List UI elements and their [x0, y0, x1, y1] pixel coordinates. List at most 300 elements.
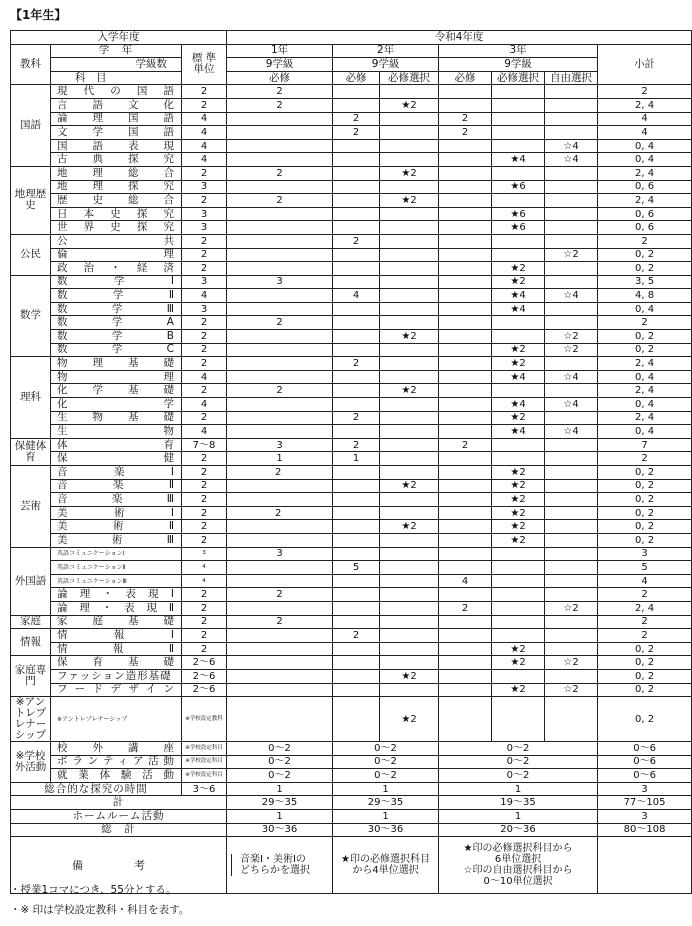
g3-hisshu-sentaku-cell [492, 615, 545, 629]
table-row [11, 452, 692, 466]
g3-hisshu-sentaku-cell [492, 547, 545, 561]
g2-hisshu-cell [333, 520, 380, 534]
g3-hisshu-cell: 2 [439, 438, 492, 452]
table-row [11, 98, 692, 112]
table-row [11, 166, 692, 180]
g2-hisshu-sentaku-cell: ★2 [380, 669, 439, 683]
subtotal-cell: 2 [598, 316, 692, 330]
subject-name: 日本史探究 [51, 207, 182, 221]
subtotal-cell: 0, 4 [598, 153, 692, 167]
g3-hisshu-sentaku-cell: ★4 [492, 398, 545, 412]
subject-name: 論理・表現Ⅰ [51, 588, 182, 602]
subject-name: 化学 [51, 398, 182, 412]
subject-name: 古典探究 [51, 153, 182, 167]
g3-hisshu-sentaku-cell [492, 98, 545, 112]
table-row [11, 493, 692, 507]
grade1-classes: 9学級 [227, 58, 333, 72]
subtotal-cell: 0, 4 [598, 370, 692, 384]
g2-hisshu-sentaku-cell [380, 126, 439, 140]
table-row [11, 669, 692, 683]
subject-name: 物理基礎 [51, 357, 182, 371]
subtotal-cell: 4, 8 [598, 289, 692, 303]
g2-hisshu-sentaku: 必修選択 [380, 71, 439, 85]
subtotal-cell: 2 [598, 588, 692, 602]
g2-hisshu-sentaku-cell: ★2 [380, 520, 439, 534]
g2-hisshu-cell [333, 683, 380, 697]
g2-hisshu-sentaku-cell [380, 615, 439, 629]
subtotal-cell: 7 [598, 438, 692, 452]
grade2-classes: 9学級 [333, 58, 439, 72]
subject-name: 生物基礎 [51, 411, 182, 425]
g2-hisshu-sentaku-cell [380, 466, 439, 480]
g2-hisshu-cell [333, 547, 380, 561]
std-units: 2 [182, 615, 227, 629]
g2-hisshu-sentaku-cell [380, 452, 439, 466]
subject-name: 英語コミュニケーションⅢ [51, 574, 182, 588]
g3-hisshu-cell [439, 85, 492, 99]
note-2: ・※ 印は学校設定教科・科目を表す。 [10, 904, 190, 916]
g2-hisshu-cell [333, 98, 380, 112]
subtotal-cell: 0, 2 [598, 656, 692, 670]
g3-jiyu-sentaku-cell: ☆4 [545, 370, 598, 384]
subject-name: ※アントレプレナーシップ [51, 697, 182, 742]
g2-hisshu-sentaku-cell [380, 302, 439, 316]
std-units: 2 [182, 629, 227, 643]
g2-hisshu-cell [333, 384, 380, 398]
subject-name: 美術Ⅲ [51, 533, 182, 547]
subtotal-cell: 2, 4 [598, 601, 692, 615]
g3-hisshu-cell [439, 166, 492, 180]
std-units: 3 [182, 302, 227, 316]
g3-jiyu-sentaku-cell [545, 547, 598, 561]
std-units-line1: 標 準 [191, 52, 217, 65]
g3-jiyu-sentaku-cell [545, 588, 598, 602]
g1-hisshu-cell [227, 697, 333, 742]
g3-jiyu-sentaku-cell [545, 207, 598, 221]
g3-hisshu-sentaku-cell [492, 601, 545, 615]
area-sugaku: 数学 [11, 275, 51, 357]
area-katei: 家庭 [11, 615, 51, 629]
g3-jiyu-sentaku-cell [545, 221, 598, 235]
subject-name: 言語文化 [51, 98, 182, 112]
g3-hisshu-sentaku-cell [492, 234, 545, 248]
g1-cell: 0～2 [227, 769, 333, 783]
subject-name: 美術Ⅰ [51, 506, 182, 520]
subject-name: 論理国語 [51, 112, 182, 126]
g1-hisshu-cell [227, 330, 333, 344]
g2-hisshu-cell [333, 153, 380, 167]
g2-hisshu-sentaku-cell: ★2 [380, 98, 439, 112]
g3-hisshu-cell [439, 479, 492, 493]
g2-hisshu-sentaku-cell [380, 574, 439, 588]
g3-jiyu-sentaku-cell [545, 384, 598, 398]
g3-hisshu-cell [439, 669, 492, 683]
table-row [11, 742, 692, 756]
g3-hisshu-cell [439, 139, 492, 153]
g3-hisshu-sentaku-cell [492, 126, 545, 140]
subtotal-cell: 0～6 [598, 742, 692, 756]
table-row [11, 316, 692, 330]
kei-g3: 19～35 [439, 796, 598, 810]
g2-hisshu-cell [333, 275, 380, 289]
subtotal-cell: 0, 2 [598, 669, 692, 683]
subtotal-cell: 0, 2 [598, 520, 692, 534]
g3-jiyu-sentaku-cell: ☆4 [545, 289, 598, 303]
remarks-g2-text: ★印の必修選択科目 から4単位選択 [341, 854, 431, 877]
tankyu-g1: 1 [227, 782, 333, 796]
g2-hisshu-sentaku-cell [380, 207, 439, 221]
table-row [11, 547, 692, 561]
g2-hisshu-cell [333, 588, 380, 602]
g3-hisshu-sentaku-cell [492, 452, 545, 466]
subject-name: 家庭基礎 [51, 615, 182, 629]
std-units: 2 [182, 343, 227, 357]
table-row [11, 370, 692, 384]
g3-hisshu-cell [439, 520, 492, 534]
table-row [11, 656, 692, 670]
subtotal-cell: 0, 2 [598, 533, 692, 547]
subject-name: 情報Ⅱ [51, 642, 182, 656]
g1-hisshu-cell [227, 139, 333, 153]
g3-jiyu-sentaku-cell [545, 533, 598, 547]
grade3-header: 3年 [439, 44, 598, 58]
g2-hisshu-cell: 2 [333, 234, 380, 248]
g3-jiyu-sentaku-cell [545, 166, 598, 180]
subtotal-cell: 0, 4 [598, 302, 692, 316]
g2-hisshu-cell [333, 139, 380, 153]
g3-hisshu-sentaku-cell: ★2 [492, 520, 545, 534]
g1-hisshu-cell [227, 302, 333, 316]
g3-hisshu-cell [439, 221, 492, 235]
subtotal-cell: 0, 2 [598, 506, 692, 520]
subject-name: 歴史総合 [51, 194, 182, 208]
g2-hisshu-cell: 4 [333, 289, 380, 303]
g3-hisshu-sentaku-cell [492, 561, 545, 575]
g2-hisshu-cell [333, 302, 380, 316]
g1-hisshu-cell: 2 [227, 316, 333, 330]
std-units: 2～6 [182, 656, 227, 670]
g3-hisshu-sentaku-cell: ★2 [492, 493, 545, 507]
area-gakkogai: ※学校外活動 [11, 742, 51, 783]
std-units: 2 [182, 601, 227, 615]
g1-hisshu-cell [227, 629, 333, 643]
g3-hisshu-sentaku-cell [492, 588, 545, 602]
g3-jiyu-sentaku-cell: ☆2 [545, 248, 598, 262]
g3-jiyu-sentaku-cell: ☆2 [545, 601, 598, 615]
area-geijutsu: 芸術 [11, 466, 51, 548]
g1-hisshu-cell [227, 479, 333, 493]
soukei-g1: 30～36 [227, 823, 333, 837]
table-row [11, 262, 692, 276]
tankyu-g2: 1 [333, 782, 439, 796]
g2-hisshu-cell: 2 [333, 629, 380, 643]
g3-cell: 0～2 [439, 755, 598, 769]
g1-hisshu-cell [227, 262, 333, 276]
g1-hisshu-cell: 2 [227, 466, 333, 480]
subtotal-cell: 3, 5 [598, 275, 692, 289]
area-katei-senmon: 家庭専門 [11, 656, 51, 697]
subject-area-header: 教科 [11, 44, 51, 85]
g2-hisshu-sentaku-cell [380, 629, 439, 643]
g1-hisshu-cell [227, 207, 333, 221]
subtotal-cell: 2 [598, 452, 692, 466]
std-units: 3 [182, 207, 227, 221]
subject-name: 音楽Ⅰ [51, 466, 182, 480]
g2-hisshu-sentaku-cell [380, 506, 439, 520]
curriculum-table [10, 30, 692, 894]
table-row [11, 506, 692, 520]
g3-hisshu-cell [439, 411, 492, 425]
g2-hisshu-cell [333, 248, 380, 262]
subject-name: 世界史探究 [51, 221, 182, 235]
remarks-g3 [439, 837, 598, 894]
g3-hisshu-cell [439, 425, 492, 439]
subject-name: 化学基礎 [51, 384, 182, 398]
g2-hisshu-cell [333, 642, 380, 656]
std-units: ※学校設定科目 [182, 742, 227, 756]
std-units: 2 [182, 194, 227, 208]
hr-g3: 1 [439, 810, 598, 824]
g3-jiyu-sentaku-cell [545, 194, 598, 208]
subtotal-cell: 0, 2 [598, 479, 692, 493]
std-units: 4 [182, 139, 227, 153]
remarks-subtotal [598, 837, 692, 894]
std-units: 4 [182, 425, 227, 439]
g2-cell: 0～2 [333, 769, 439, 783]
g2-hisshu-cell [333, 601, 380, 615]
subtotal-header: 小計 [598, 44, 692, 85]
g1-hisshu-cell [227, 669, 333, 683]
table-row [11, 438, 692, 452]
g2-hisshu-sentaku-cell [380, 153, 439, 167]
g1-hisshu-cell [227, 533, 333, 547]
g2-hisshu-cell [333, 398, 380, 412]
std-units: 2～6 [182, 683, 227, 697]
g3-jiyu-sentaku-cell: ☆4 [545, 139, 598, 153]
g1-hisshu-cell [227, 370, 333, 384]
g3-hisshu-cell [439, 343, 492, 357]
std-units: 2 [182, 316, 227, 330]
subtotal-cell: 0, 2 [598, 248, 692, 262]
subtotal-cell: 0, 2 [598, 262, 692, 276]
subject-name: 音楽Ⅱ [51, 479, 182, 493]
g2-hisshu-cell [333, 669, 380, 683]
g3-jiyu-sentaku-cell [545, 126, 598, 140]
g2-hisshu-sentaku-cell [380, 275, 439, 289]
subtotal-cell: 2, 4 [598, 194, 692, 208]
g3-cell: 0～2 [439, 769, 598, 783]
g3-hisshu-sentaku-cell [492, 194, 545, 208]
g2-hisshu-cell: 5 [333, 561, 380, 575]
g1-hisshu-cell: 2 [227, 506, 333, 520]
table-row [11, 466, 692, 480]
subtotal-cell: 0～6 [598, 769, 692, 783]
subject-name: 音楽Ⅲ [51, 493, 182, 507]
g3-hisshu-cell: 4 [439, 574, 492, 588]
std-units: 2 [182, 411, 227, 425]
g3-hisshu-sentaku-cell [492, 669, 545, 683]
g1-hisshu-cell: 3 [227, 275, 333, 289]
g1-hisshu-cell [227, 398, 333, 412]
subject-name: 物理 [51, 370, 182, 384]
std-units: 2 [182, 588, 227, 602]
g2-hisshu-cell [333, 180, 380, 194]
summary-row [11, 782, 692, 796]
g2-hisshu-sentaku-cell: ★2 [380, 384, 439, 398]
g2-hisshu-cell: 2 [333, 126, 380, 140]
g3-jiyu-sentaku-cell [545, 357, 598, 371]
g3-jiyu-sentaku-cell [545, 520, 598, 534]
table-row [11, 561, 692, 575]
grade2-header: 2年 [333, 44, 439, 58]
area-joho: 情報 [11, 629, 51, 656]
g3-hisshu-cell [439, 289, 492, 303]
g3-jiyu-sentaku-cell [545, 275, 598, 289]
subtotal-cell: 3 [598, 547, 692, 561]
subtotal-cell: 0, 4 [598, 425, 692, 439]
g3-hisshu-sentaku-cell: ★2 [492, 275, 545, 289]
subject-name: 数学A [51, 316, 182, 330]
subject-name: 就業体験活動 [51, 769, 182, 783]
table-row [11, 588, 692, 602]
std-units: 2 [182, 533, 227, 547]
table-row [11, 683, 692, 697]
g1-hisshu-cell [227, 153, 333, 167]
subtotal-cell: 0, 2 [598, 343, 692, 357]
subtotal-cell: 0, 6 [598, 180, 692, 194]
soukei-label: 総 計 [11, 823, 227, 837]
hr-subtotal: 3 [598, 810, 692, 824]
g2-hisshu-sentaku-cell [380, 262, 439, 276]
g3-hisshu-sentaku: 必修選択 [492, 71, 545, 85]
g3-hisshu-cell [439, 262, 492, 276]
subtotal-cell: 0, 4 [598, 398, 692, 412]
g2-hisshu-cell [333, 493, 380, 507]
subtotal-cell: 0, 2 [598, 642, 692, 656]
g1-hisshu-cell: 2 [227, 615, 333, 629]
hr-label: ホームルーム活動 [11, 810, 227, 824]
g2-hisshu-cell: 2 [333, 438, 380, 452]
g3-hisshu-cell [439, 357, 492, 371]
g1-hisshu-cell: 3 [227, 438, 333, 452]
g3-jiyu-sentaku-cell [545, 411, 598, 425]
subject-name: 数学C [51, 343, 182, 357]
g1-hisshu-cell [227, 289, 333, 303]
g3-hisshu-cell [439, 330, 492, 344]
kei-subtotal: 77～105 [598, 796, 692, 810]
g3-hisshu-cell [439, 370, 492, 384]
g3-hisshu-sentaku-cell: ★2 [492, 479, 545, 493]
g3-jiyu-sentaku-cell [545, 302, 598, 316]
std-units: 4 [182, 574, 227, 588]
summary-row [11, 823, 692, 837]
std-units: 2 [182, 520, 227, 534]
g1-hisshu-cell [227, 642, 333, 656]
subtotal-cell: 2, 4 [598, 357, 692, 371]
g2-hisshu-sentaku-cell [380, 316, 439, 330]
g2-hisshu-sentaku-cell [380, 221, 439, 235]
g2-hisshu-sentaku-cell [380, 139, 439, 153]
std-units: 2 [182, 357, 227, 371]
grade3-classes: 9学級 [439, 58, 598, 72]
g2-hisshu-cell [333, 85, 380, 99]
g3-hisshu-cell [439, 629, 492, 643]
table-row [11, 343, 692, 357]
g3-jiyu-sentaku-cell: ☆2 [545, 343, 598, 357]
table-row [11, 289, 692, 303]
g1-hisshu-cell [227, 248, 333, 262]
subtotal-cell: 0, 2 [598, 330, 692, 344]
g3-hisshu-sentaku-cell: ★4 [492, 302, 545, 316]
g2-hisshu-cell [333, 697, 380, 742]
grade-header: 学 年 [51, 44, 182, 58]
g3-hisshu-cell [439, 194, 492, 208]
g3-hisshu-cell [439, 615, 492, 629]
g3-hisshu-cell [439, 697, 492, 742]
g3-jiyu-sentaku-cell [545, 642, 598, 656]
g1-hisshu-cell: 2 [227, 194, 333, 208]
subject-name: フードデザイン [51, 683, 182, 697]
g3-jiyu-sentaku-cell: ☆2 [545, 330, 598, 344]
g1-hisshu-cell [227, 357, 333, 371]
std-units: 4 [182, 153, 227, 167]
subject-name: 数学B [51, 330, 182, 344]
subject-name: 美術Ⅱ [51, 520, 182, 534]
area-gaikokugo: 外国語 [11, 547, 51, 615]
std-units: 2 [182, 248, 227, 262]
g2-hisshu-cell [333, 262, 380, 276]
kei-label: 計 [11, 796, 227, 810]
std-units: 2 [182, 98, 227, 112]
g1-hisshu-cell [227, 561, 333, 575]
table-row [11, 574, 692, 588]
g2-hisshu-sentaku-cell [380, 411, 439, 425]
subject-name: 生物 [51, 425, 182, 439]
subject-name: ボランティア活動 [51, 755, 182, 769]
table-row [11, 139, 692, 153]
std-units: 2 [182, 166, 227, 180]
g3-hisshu-cell [439, 683, 492, 697]
table-row [11, 755, 692, 769]
std-units: 2～6 [182, 669, 227, 683]
g3-hisshu-cell [439, 316, 492, 330]
std-units: 3 [182, 180, 227, 194]
area-entre: ※アントレプレナーシップ [11, 697, 51, 742]
subtotal-cell: 2, 4 [598, 166, 692, 180]
g2-hisshu-cell [333, 425, 380, 439]
g1-hisshu-cell: 2 [227, 85, 333, 99]
subject-header: 科 目 [51, 71, 182, 85]
g3-hisshu-sentaku-cell: ★2 [492, 533, 545, 547]
std-units: 2 [182, 262, 227, 276]
g2-hisshu: 必修 [333, 71, 380, 85]
subtotal-cell: 0, 4 [598, 139, 692, 153]
g3-jiyu-sentaku: 自由選択 [545, 71, 598, 85]
g3-hisshu-cell [439, 466, 492, 480]
g2-hisshu-cell [333, 479, 380, 493]
table-row [11, 112, 692, 126]
g2-hisshu-sentaku-cell [380, 588, 439, 602]
subject-name: 政治・経済 [51, 262, 182, 276]
g2-hisshu-sentaku-cell: ★2 [380, 194, 439, 208]
table-row [11, 126, 692, 140]
g3-hisshu-sentaku-cell [492, 330, 545, 344]
g3-jiyu-sentaku-cell: ☆2 [545, 683, 598, 697]
g3-hisshu-cell [439, 493, 492, 507]
g3-hisshu-sentaku-cell [492, 629, 545, 643]
subtotal-cell: 0, 2 [598, 493, 692, 507]
table-row [11, 180, 692, 194]
